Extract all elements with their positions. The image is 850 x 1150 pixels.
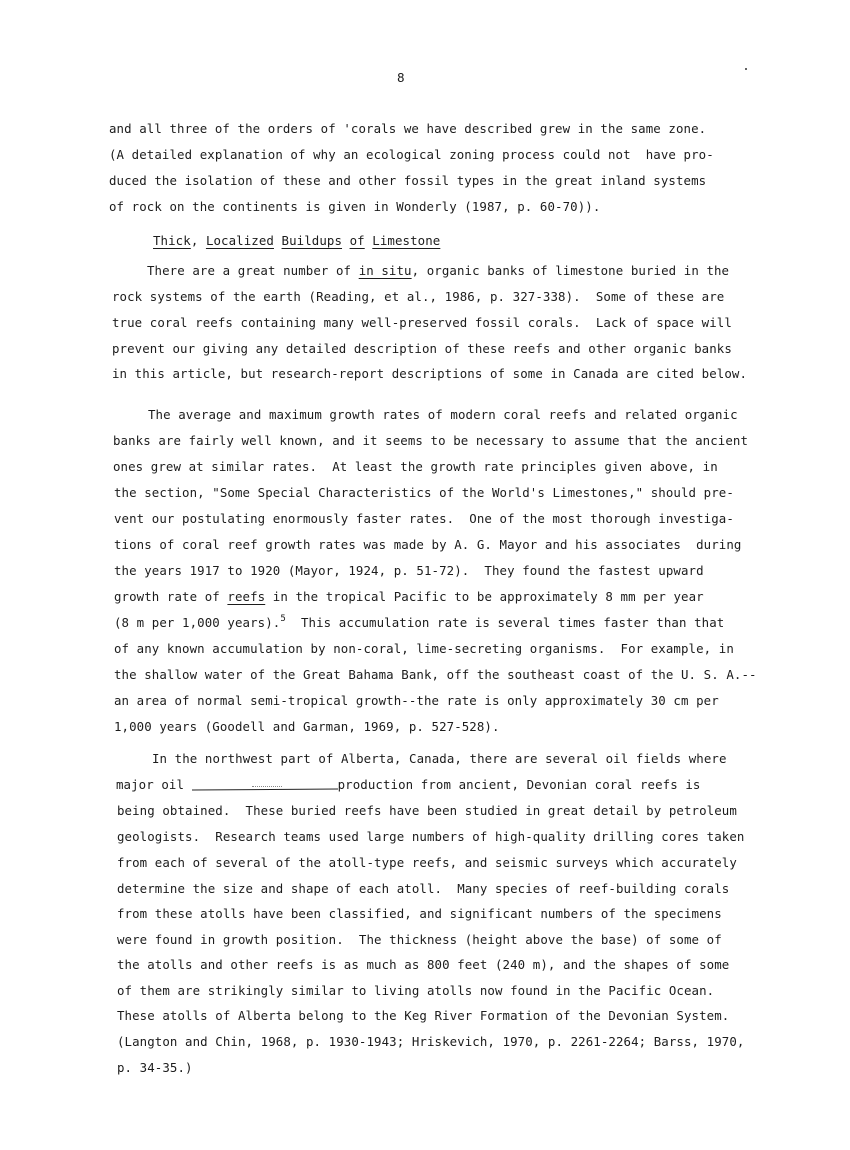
text-line: vent our postulating enormously faster rates. One of the most thorough investiga- [114,511,734,526]
text-line: geologists. Research teams used large numbers of high-quality drilling cores taken [117,829,745,844]
page-number: 8 [397,70,405,85]
redaction-line [192,779,338,789]
text-line: and all three of the orders of 'corals we have described grew in the same zone. [109,121,707,136]
heading-word: Limestone [372,233,441,248]
text-line: p. 34-35.) [117,1060,193,1075]
text-line: from each of several of the atoll-type reefs, and seismic surveys which accurately [117,855,737,870]
text-span: This accumulation rate is several times faster than that [285,615,725,630]
text-line: tions of coral reef growth rates was made by A. G. Mayor and his associates during [114,537,742,552]
text-line: In the northwest part of Alberta, Canada, there are several oil fields where [152,751,727,766]
text-span: There are a great number of [147,263,359,278]
text-line: the shallow water of the Great Bahama Bank, off the southeast coast of the U. S. A.-- [114,667,757,682]
text-line: prevent our giving any detailed description of these reefs and other organic banks [112,341,732,356]
text-line: duced the isolation of these and other fossil types in the great inland systems [109,173,707,188]
text-span: growth rate of [114,589,228,604]
heading-word: of [349,233,365,248]
text-line [114,615,724,630]
text-line [147,263,729,278]
scan-speck [745,68,747,70]
underlined-term: reefs [227,589,266,604]
underlined-term: in situ [358,263,412,278]
text-line: were found in growth position. The thickness (height above the base) of some of [117,932,722,947]
text-line: determine the size and shape of each atoll. Many species of reef-building corals [117,881,730,896]
text-line: of them are strikingly similar to living atolls now found in the Pacific Ocean. [117,983,715,998]
text-line: banks are fairly well known, and it seems to be necessary to assume that the ancient [113,433,749,448]
footnote-marker: 5 [280,614,286,624]
text-line: being obtained. These buried reefs have been studied in great detail by petroleum [117,803,737,818]
text-line: 1,000 years (Goodell and Garman, 1969, p. 527-528). [114,719,500,734]
text-line: These atolls of Alberta belong to the Keg River Formation of the Devonian System. [117,1008,730,1023]
text-line: the atolls and other reefs is as much as 800 feet (240 m), and the shapes of some [117,957,730,972]
heading-word: Thick [153,233,191,248]
text-line: The average and maximum growth rates of modern coral reefs and related organic [148,407,738,422]
text-line: of any known accumulation by non-coral, lime-secreting organisms. For example, in [114,641,734,656]
text-line: the years 1917 to 1920 (Mayor, 1924, p. 51-72). They found the fastest upward [114,563,704,578]
text-line: the section, "Some Special Characteristics of the World's Limestones," should pre- [114,485,734,500]
text-line: (A detailed explanation of why an ecological zoning process could not have pro- [109,147,714,162]
text-line: rock systems of the earth (Reading, et al., 1986, p. 327-338). Some of these are [112,289,725,304]
section-heading [153,233,440,248]
heading-sep: , [190,233,206,248]
text-line: from these atolls have been classified, and significant numbers of the specimens [117,906,722,921]
text-line: of rock on the continents is given in Wonderly (1987, p. 60-70)). [109,199,601,214]
text-line: true coral reefs containing many well-preserved fossil corals. Lack of space will [112,315,732,330]
text-span: major oil [116,777,192,792]
text-line [114,589,704,604]
text-span: (8 m per 1,000 years). [114,615,281,630]
text-span: production from ancient, Devonian coral reefs is [337,777,701,792]
text-span: in the tropical Pacific to be approximately 8 mm per year [265,589,704,604]
text-line: an area of normal semi-tropical growth--the rate is only approximately 30 cm per [114,693,719,708]
text-line: in this article, but research-report descriptions of some in Canada are cited below. [112,366,748,381]
text-line: (Langton and Chin, 1968, p. 1930-1943; Hriskevich, 1970, p. 2261-2264; Barss, 1970, [117,1034,745,1049]
text-span: , organic banks of limestone buried in the [411,263,730,278]
text-line [116,777,700,792]
text-line: ones grew at similar rates. At least the growth rate principles given above, in [113,459,718,474]
heading-word: Localized [205,233,274,248]
heading-word: Buildups [281,233,343,248]
